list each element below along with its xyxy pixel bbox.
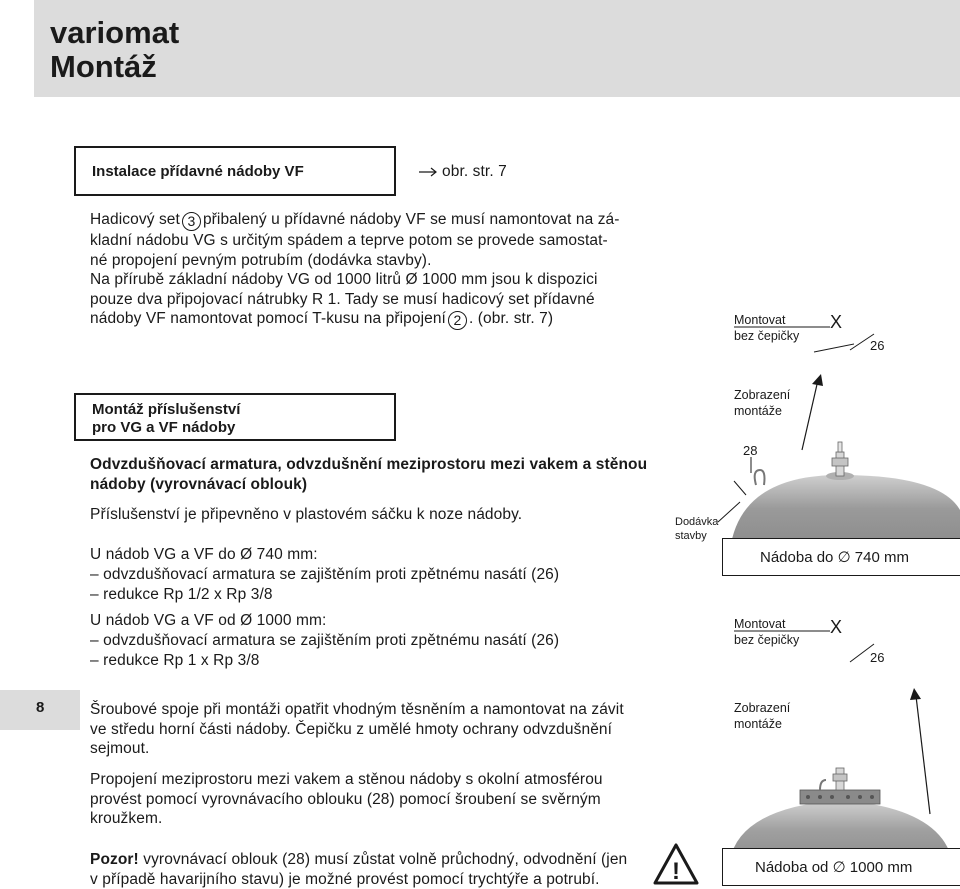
- text-line: Na přírubě základní nádoby VG od 1000 litrů Ø 1000 mm jsou k dispozici: [90, 270, 650, 290]
- text-line: ve středu horní části nádoby. Čepičku z umělé hmoty ochrany odvzdušnění: [90, 720, 650, 740]
- figure-top-caption: Nádoba do ∅ 740 mm: [760, 548, 909, 566]
- text-line: kladní nádobu VG s určitým spádem a teprve potom se provede samostat-: [90, 231, 650, 251]
- section-heading-box: [74, 146, 396, 196]
- text-line: Dodávka: [675, 515, 718, 529]
- text-line: Montovat: [734, 616, 799, 632]
- figure-bottom-view-label: [734, 700, 790, 732]
- text: nádoby VF namontovat pomocí T-kusu na připojení: [90, 310, 446, 327]
- brand-title: variomat: [50, 16, 179, 50]
- list-item: – odvzdušňovací armatura se zajištěním proti zpětnému nasátí (26): [90, 631, 559, 651]
- section2-subheading: [90, 455, 670, 494]
- text-line: Odvzdušňovací armatura, odvzdušnění meziprostoru mezi vakem a stěnou: [90, 455, 670, 475]
- accessories-note: Příslušenství je připevněno v plastovém sáčku k noze nádoby.: [90, 505, 522, 525]
- warning-triangle-icon: [652, 842, 700, 886]
- text-line: pouze dva připojovací nátrubky R 1. Tady se musí hadicový set přídavné: [90, 290, 650, 310]
- text-line: v případě havarijního stavu) je možné provést pomocí trychtýře a potrubí.: [90, 870, 660, 889]
- section-heading: Instalace přídavné nádoby VF: [92, 163, 304, 180]
- section2-heading-line2: pro VG a VF nádoby: [92, 419, 240, 437]
- section1-paragraph: [90, 210, 650, 330]
- text-line: stavby: [675, 529, 718, 543]
- figure-top-caption-box: [722, 538, 960, 576]
- label-28: 28: [743, 443, 757, 459]
- text-line: nádoby (vyrovnávací oblouk): [90, 475, 670, 495]
- page-number: 8: [36, 699, 44, 716]
- text-line: montáže: [734, 403, 790, 419]
- text-line: né propojení pevným potrubím (dodávka stavby).: [90, 251, 650, 271]
- figure-bottom-tank: [720, 760, 960, 860]
- text-line: Zobrazení: [734, 387, 790, 403]
- x-mark: X: [830, 312, 842, 333]
- text-line: provést pomocí vyrovnávacího oblouku (28) pomocí šroubení se svěrným: [90, 790, 650, 810]
- text-line: Propojení meziprostoru mezi vakem a stěnou nádoby s okolní atmosférou: [90, 770, 650, 790]
- section2-heading-line1: Montáž příslušenství: [92, 401, 240, 419]
- label-26: 26: [870, 650, 884, 666]
- warning-paragraph: [90, 850, 660, 889]
- page-title: Montáž: [50, 50, 157, 84]
- figure-reference: obr. str. 7: [442, 162, 507, 182]
- text-line: bez čepičky: [734, 632, 799, 648]
- section3-paragraph2: [90, 770, 650, 829]
- section3-paragraph1: [90, 700, 650, 759]
- list-item: – redukce Rp 1 x Rp 3/8: [90, 651, 559, 671]
- figure-bottom-caption: Nádoba od ∅ 1000 mm: [755, 858, 912, 876]
- text-line: Montovat: [734, 312, 799, 328]
- group1-title: U nádob VG a VF do Ø 740 mm:: [90, 545, 559, 565]
- group1: [90, 545, 559, 605]
- group2: [90, 611, 559, 671]
- text: Hadicový set: [90, 211, 180, 228]
- text-line: Šroubové spoje při montáži opatřit vhodným těsněním a namontovat na závit: [90, 700, 650, 720]
- warning-label: Pozor!: [90, 851, 139, 868]
- text-line: sejmout.: [90, 739, 650, 759]
- callout-number: 2: [448, 311, 467, 330]
- text: . (obr. str. 7): [469, 310, 553, 327]
- text-line: montáže: [734, 716, 790, 732]
- figure-top-tank: [690, 430, 960, 550]
- text: vyrovnávací oblouk (28) musí zůstat volně průchodný, odvodnění (jen: [139, 851, 627, 868]
- label-26: 26: [870, 338, 884, 354]
- figure-top-view-label: [734, 387, 790, 419]
- callout-number: 3: [182, 212, 201, 231]
- x-mark: X: [830, 617, 842, 638]
- text-line: bez čepičky: [734, 328, 799, 344]
- site-supply-label: [675, 515, 718, 543]
- section2-heading-box: [74, 393, 396, 441]
- text-line: Zobrazení: [734, 700, 790, 716]
- group2-title: U nádob VG a VF od Ø 1000 mm:: [90, 611, 559, 631]
- text: přibalený u přídavné nádoby VF se musí namontovat na zá-: [203, 211, 620, 228]
- list-item: – redukce Rp 1/2 x Rp 3/8: [90, 585, 559, 605]
- list-item: – odvzdušňovací armatura se zajištěním proti zpětnému nasátí (26): [90, 565, 559, 585]
- svg-text:!: !: [672, 858, 680, 885]
- text-line: kroužkem.: [90, 809, 650, 829]
- figure-bottom-caption-box: [722, 848, 960, 886]
- arrow-right-icon: [418, 166, 440, 178]
